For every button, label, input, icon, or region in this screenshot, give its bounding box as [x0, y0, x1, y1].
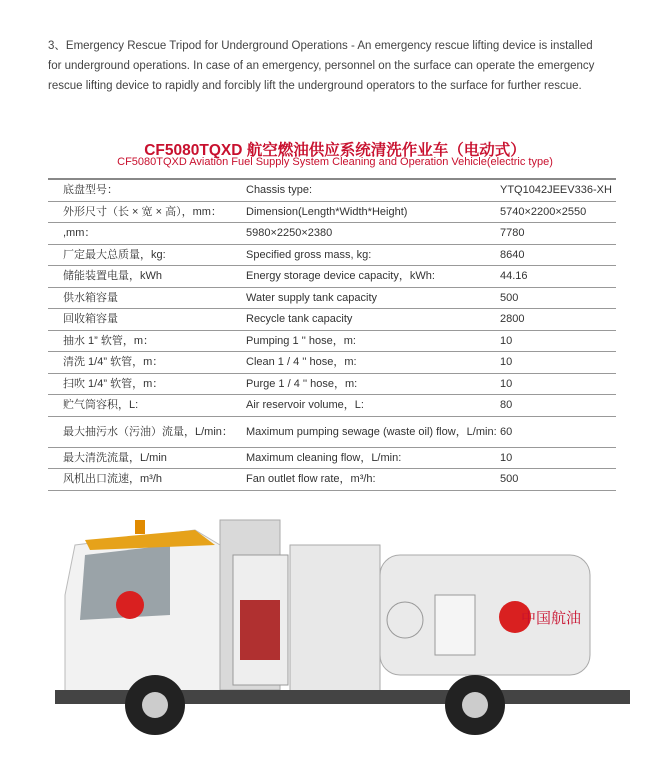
- label-cn: 回收箱容量: [48, 309, 246, 331]
- label-en: Dimension(Length*Width*Height): [246, 201, 500, 223]
- label-cn: 扫吹 1/4” 软管，m：: [48, 373, 246, 395]
- value: YTQ1042JEEV336-XH: [500, 179, 616, 201]
- spec-table: [48, 178, 616, 491]
- table-row: [48, 416, 616, 447]
- label-en: Maximum pumping sewage (waste oil) flow，L/min:: [246, 416, 500, 447]
- label-cn: 储能装置电量，kWh: [48, 266, 246, 288]
- value: 44.16: [500, 266, 616, 288]
- label-en: Air reservoir volume，L:: [246, 395, 500, 417]
- table-row: [48, 309, 616, 331]
- label-cn: ,mm：: [48, 223, 246, 245]
- table-row: [48, 244, 616, 266]
- label-en: Pumping 1 '' hose，m:: [246, 330, 500, 352]
- label-cn: 清洗 1/4” 软管，m：: [48, 352, 246, 374]
- value: 60: [500, 416, 616, 447]
- table-row: [48, 373, 616, 395]
- value: 5740×2200×2550: [500, 201, 616, 223]
- label-en: Purge 1 / 4 '' hose，m:: [246, 373, 500, 395]
- label-en: 5980×2250×2380: [246, 223, 500, 245]
- label-en: Maximum cleaning flow，L/min:: [246, 447, 500, 469]
- title-cn: CF5080TQXD 航空燃油供应系统清洗作业车（电动式）: [144, 142, 526, 159]
- table-row: [48, 395, 616, 417]
- label-cn: 外形尺寸（长 × 宽 × 高），mm：: [48, 201, 246, 223]
- table-row: [48, 266, 616, 288]
- label-en: Clean 1 / 4 '' hose，m:: [246, 352, 500, 374]
- label-en: Fan outlet flow rate，m³/h:: [246, 469, 500, 491]
- value: 10: [500, 447, 616, 469]
- label-en: Energy storage device capacity，kWh:: [246, 266, 500, 288]
- table-row: [48, 447, 616, 469]
- label-cn: 风机出口流速，m³/h: [48, 469, 246, 491]
- truck-image: [55, 505, 630, 745]
- truck-logo: 中国航油: [521, 609, 582, 627]
- value: 80: [500, 395, 616, 417]
- label-en: Water supply tank capacity: [246, 287, 500, 309]
- value: 7780: [500, 223, 616, 245]
- value: 10: [500, 330, 616, 352]
- value: 10: [500, 373, 616, 395]
- label-cn: 最大抽污水（污油）流量，L/min：: [48, 416, 246, 447]
- table-row: [48, 330, 616, 352]
- table-row: [48, 352, 616, 374]
- table-row: [48, 179, 616, 201]
- value: 500: [500, 287, 616, 309]
- label-cn: 厂定最大总质量，kg:: [48, 244, 246, 266]
- intro-paragraph: 3、Emergency Rescue Tripod for Underground Operations - An emergency rescue lifting device is installed for underground operations. In case of an emergency, personnel on the surface can operate the emergency rescue lifting device to rapidly and forcibly lift the underground operators to the surface for further rescue.: [48, 40, 595, 92]
- value: 8640: [500, 244, 616, 266]
- label-cn: 贮气筒容积，L:: [48, 395, 246, 417]
- label-en: Chassis type:: [246, 179, 500, 201]
- table-row: [48, 201, 616, 223]
- table-row: [48, 469, 616, 491]
- label-en: Specified gross mass, kg:: [246, 244, 500, 266]
- value: 10: [500, 352, 616, 374]
- value: 500: [500, 469, 616, 491]
- label-cn: 底盘型号：: [48, 179, 246, 201]
- table-row: [48, 223, 616, 245]
- label-en: Recycle tank capacity: [246, 309, 500, 331]
- value: 2800: [500, 309, 616, 331]
- label-cn: 抽水 1” 软管，m：: [48, 330, 246, 352]
- table-row: [48, 287, 616, 309]
- title-en: CF5080TQXD Aviation Fuel Supply System Cleaning and Operation Vehicle(electric type): [117, 156, 553, 168]
- label-cn: 最大清洗流量，L/min: [48, 447, 246, 469]
- label-cn: 供水箱容量: [48, 287, 246, 309]
